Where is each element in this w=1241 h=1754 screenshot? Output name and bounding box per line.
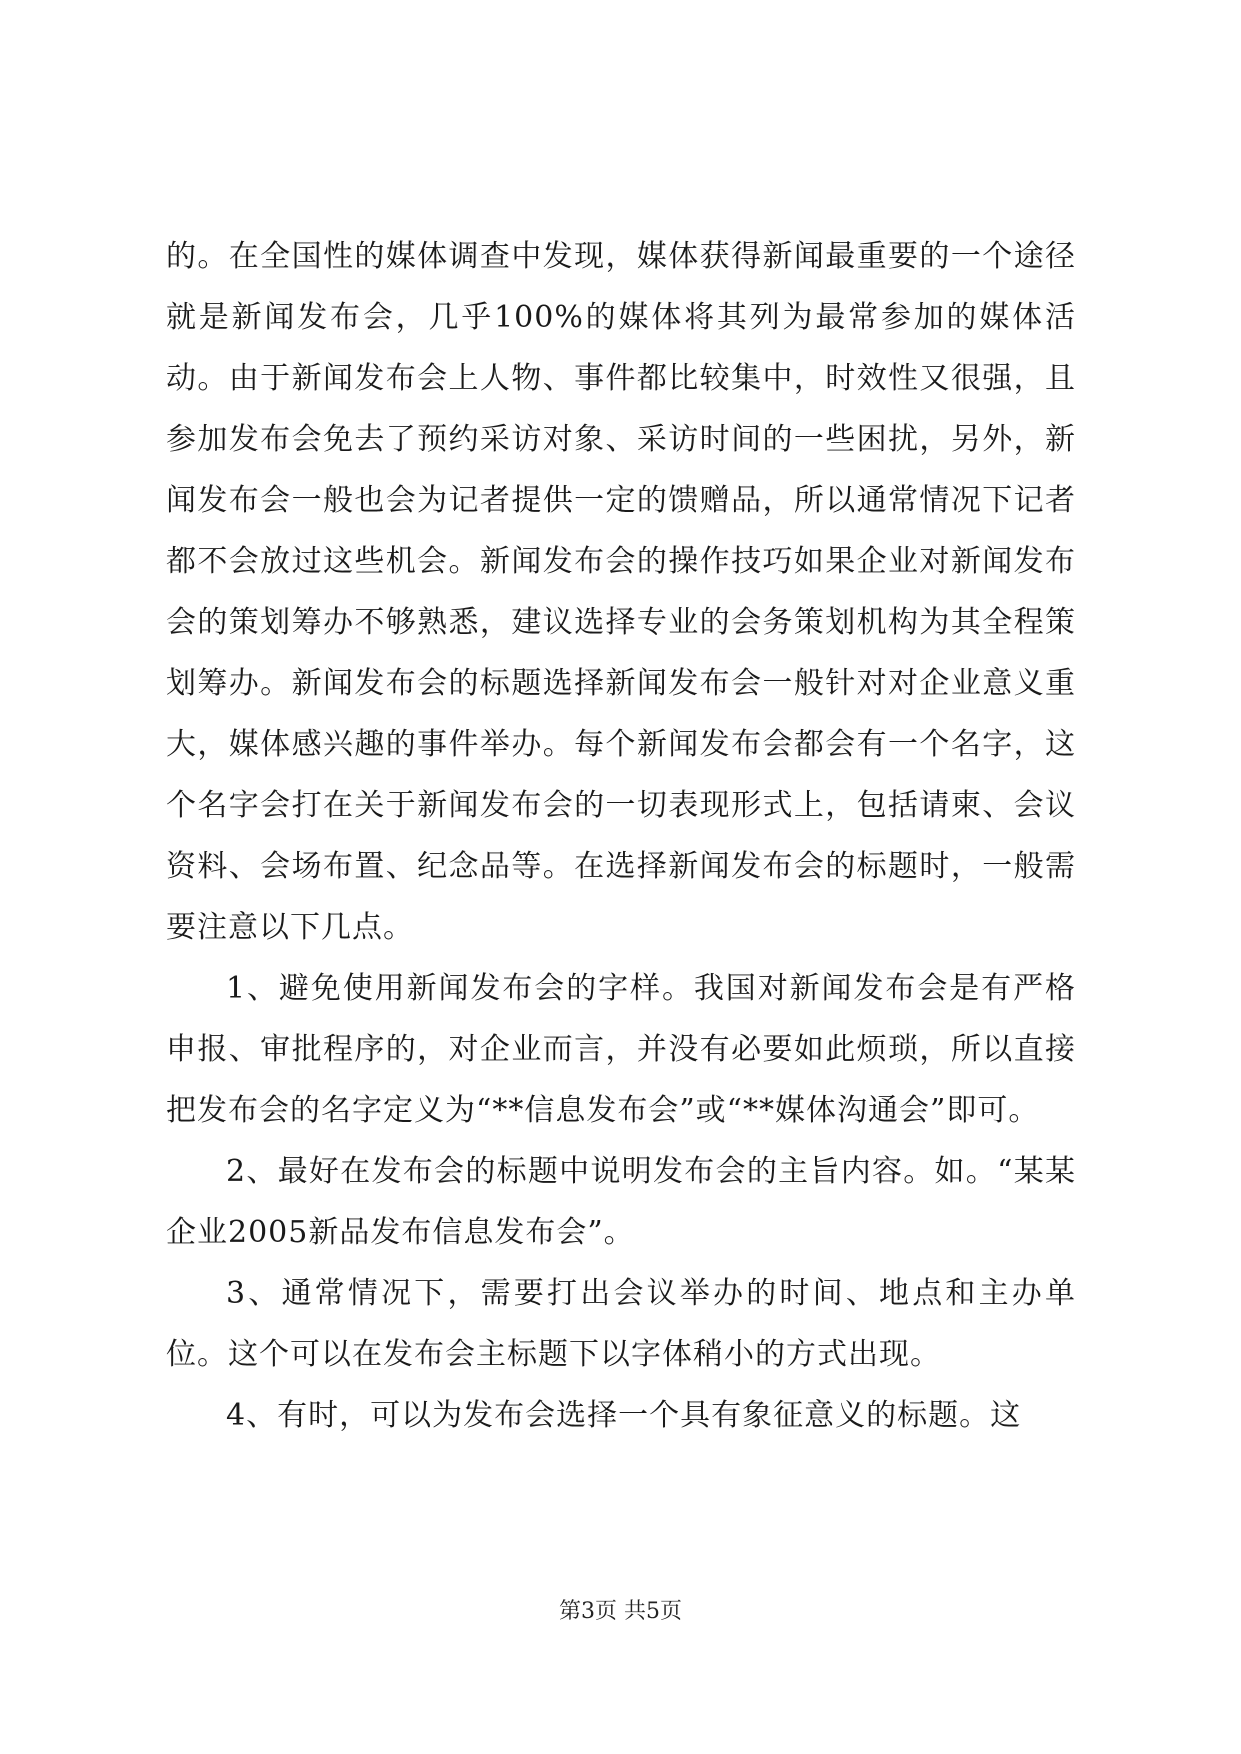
paragraph-continuation: 的。在全国性的媒体调查中发现，媒体获得新闻最重要的一个途径就是新闻发布会，几乎100%的媒体将其列为最常参加的媒体活动。由于新闻发布会上人物、事件都比较集中，时效性又很强，且参加发布会免去了预约采访对象、采访时间的一些困扰，另外，新闻发布会一般也会为记者提供一定的馈赠品，所以通常情况下记者都不会放过这些机会。新闻发布会的操作技巧如果企业对新闻发布会的策划筹办不够熟悉，建议选择专业的会务策划机构为其全程策划筹办。新闻发布会的标题选择新闻发布会一般针对对企业意义重大，媒体感兴趣的事件举办。每个新闻发布会都会有一个名字，这个名字会打在关于新闻发布会的一切表现形式上，包括请柬、会议资料、会场布置、纪念品等。在选择新闻发布会的标题时，一般需要注意以下几点。 xyxy=(166,239,1076,945)
paragraph-item-4: 4、有时，可以为发布会选择一个具有象征意义的标题。这 xyxy=(226,1398,1022,1433)
paragraph-item-1: 1、避免使用新闻发布会的字样。我国对新闻发布会是有严格申报、审批程序的，对企业而言，并没有必要如此烦琐，所以直接把发布会的名字定义为“**信息发布会”或“**媒体沟通会”即可。 xyxy=(166,971,1076,1128)
page-number-footer: 第3页 共5页 xyxy=(559,1599,682,1624)
paragraph-item-2: 2、最好在发布会的标题中说明发布会的主旨内容。如。“某某企业2005新品发布信息发布会”。 xyxy=(166,1154,1076,1250)
paragraph-item-3: 3、通常情况下，需要打出会议举办的时间、地点和主办单位。这个可以在发布会主标题下以字体稍小的方式出现。 xyxy=(166,1276,1076,1372)
document-body xyxy=(166,226,1076,1446)
